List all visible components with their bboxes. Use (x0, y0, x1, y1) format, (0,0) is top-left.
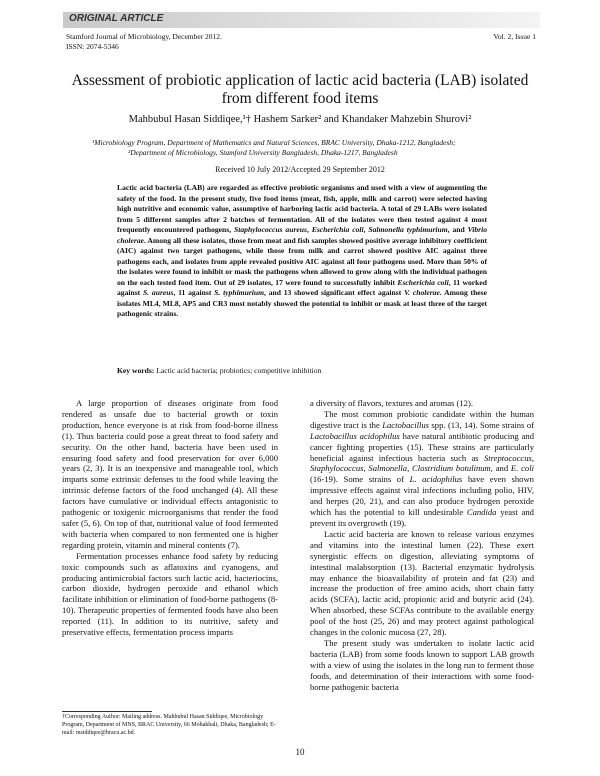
footnote-rule (62, 711, 152, 712)
abstract: Lactic acid bacteria (LAB) are regarded as effective probiotic organisms and used with a view of augmenting the safety of the food. In the present study, five food items (meat, fish, apple, milk and carrot) were selected having high nutritive and economic value, assumptive of harboring lactic acid bacteria. A total of 29 LABs were isolated from 5 different samples after 2 batches of fermentation. All of the isolates were then tested against 4 most frequently encountered pathogens, Staphylococcus aureus, Escherichia coli, Salmonella typhimurium, and Vibrio cholerae. Among all these isolates, those from meat and fish samples showed positive average inhibitory coefficient (AIC) against two target pathogens, while those from milk and carrot showed positive AIC against three pathogens each, and isolates from apple revealed positive AIC against all four pathogens used. More than 50% of the isolates were found to inhibit or mask the pathogens when allowed to grow along with the individual pathogen on the each tested food item. Out of 29 isolates, 17 were found to successfully inhibit Escherichia coli, 11 worked against S. aureus, 11 against S. typhimurium, and 13 showed significant effect against V. cholerae. Among these isolates ML4, ML8, AP5 and CR3 most notably showed the potential to inhibit or mask at least three of the target pathogenic strains. (117, 183, 488, 318)
corresponding-author-footnote: †Corresponding Author: Mailing address. Mahbubul Hasan Siddiqee, Microbiology Program, Department of MNS, BRAC University, 66 Mohakhali, Dhaka, Bangladesh; E-mail: msiddiqee@bracu.ac.bd. (62, 714, 276, 736)
body-left-column (62, 398, 278, 638)
paragraph: Lactic acid bacteria are known to release various enzymes and vitamins into the intestinal lumen (22). These exert synergistic effects on digestion, alleviating symptoms of intestinal malabsorption (13). Bacterial enzymatic hydrolysis may enhance the bioavailability of protein and fat (23) and increase the production of free amino acids, short chain fatty acids (SCFA), lactic acid, propionic acid and butyric acid (24). When absorbed, these SCFAs contribute to the available energy pool of the host (25, 26) and may protect against pathological changes in the colonic mucosa (27, 28). (310, 528, 534, 638)
paragraph: The present study was undertaken to isolate lactic acid bacteria (LAB) from some foods known to support LAB growth with a view of using the isolates in the long run to ferment those foods, and determination of their interactions with some food-borne pathogenic bacteria (310, 637, 534, 692)
volume-issue: Vol. 2, Issue 1 (493, 32, 536, 41)
paragraph: A large proportion of diseases originate from food rendered as unsafe due to bacterial growth or toxin production, hence everyone is at risk from food-borne illness (1). Thus bacteria could pose a great threat to food safety and security. On the other hand, bacteria have been used in ensuring food safety and food preservation for over 6,000 years (2, 3). It is an inexpensive and manageable tool, which imparts some extrinsic defenses to the food while leaving the intrinsic defense factors of the food unchanged (4). All these factors have cumulative or individual effects antagonistic to pathogenic or toxigenic microorganisms that render the food safer (5, 6). On top of that, nutritional value of food fermented with bacteria when compared to non fermented one is higher regarding protein, vitamin and mineral contents (7). (62, 398, 278, 550)
body-right-column (310, 398, 534, 692)
paragraph: The most common probiotic candidate within the human digestive tract is the Lactobacillus spp. (13, 14). Some strains of Lactobacillus acidophilus have natural antibiotic producing and cancer fighting properties (15). These strains are particularly beneficial against infectious bacteria such as Streptococcus, Staphylococcus, Salmonella, Clostridium botulinum, and E. coli (16-19). Some strains of L. acidophilus have even shown impressive effects against viral infections including polio, HIV, and herpes (20, 21), and can also produce hydrogen peroxide which has the potential to kill undesirable Candida yeast and prevent its overgrowth (19). (310, 408, 535, 528)
paragraph: Fermentation processes enhance food safety by reducing toxic compounds such as aflatoxins and cyanogens, and producing antimicrobial factors such lactic acid, bacteriocins, carbon dioxide, hydrogen peroxide and ethanol which facilitate inhibition or elimination of food-borne pathogens (8-10). Therapeutic properties of fermented foods have also been reported (11). In addition to its nutritive, safety and preservative effects, fermentation process imparts (62, 550, 278, 638)
received-dates: Received 10 July 2012/Accepted 29 September 2012 (215, 165, 385, 174)
paper-title: Assessment of probiotic application of lactic acid bacteria (LAB) isolated from different food items (71, 72, 529, 107)
affiliation-1: ¹Microbiology Program, Department of Mathematics and Natural Sciences, BRAC University, Dhaka-1212, Bangladesh; (92, 138, 456, 147)
affiliations (92, 138, 542, 157)
paragraph: a diversity of flavors, textures and aromas (12). (310, 398, 473, 408)
keywords (117, 366, 487, 375)
journal-info (66, 32, 222, 51)
article-type-label: ORIGINAL ARTICLE (69, 13, 164, 24)
keywords-text: Lactic acid bacteria; probiotics; competitive inhibition (154, 366, 322, 375)
issn: ISSN: 2074-5346 (66, 41, 119, 51)
journal-name: Stamford Journal of Microbiology, December 2012. (66, 32, 222, 41)
affiliation-2: ²Department of Microbiology, Stamford University Bangladesh, Dhaka-1217, Bangladesh (128, 147, 398, 157)
keywords-label: Key words: (117, 366, 155, 375)
page-number: 10 (295, 747, 305, 757)
article-type-banner (63, 12, 540, 28)
author-list: Mahbubul Hasan Siddiqee,¹† Hashem Sarker² and Khandaker Mahzebin Shurovi² (128, 114, 472, 125)
